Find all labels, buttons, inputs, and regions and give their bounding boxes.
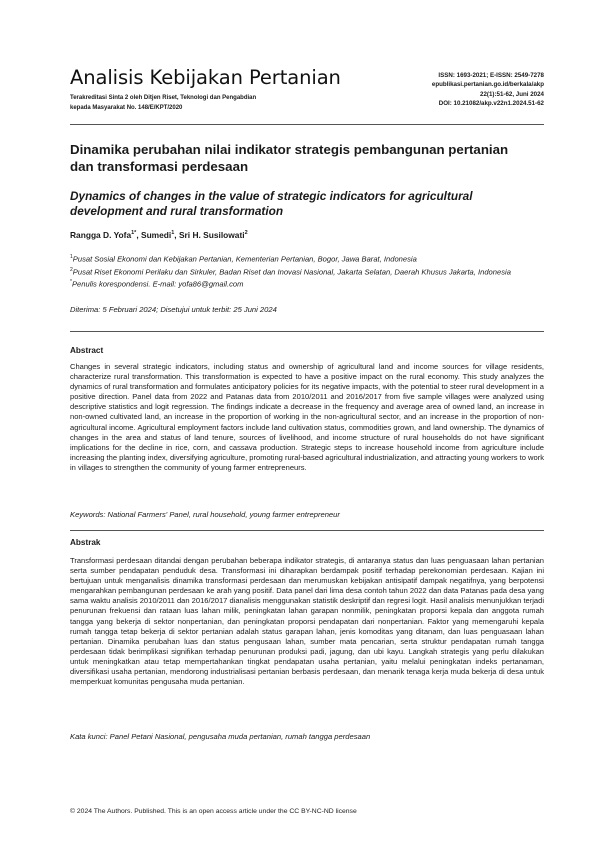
abstract-divider-mid [70,530,544,531]
issn: ISSN: 1693-2021; E-ISSN: 2549-7278 [438,72,544,79]
affiliation-item: $^2$Pusat Riset Ekonomi Perilaku dan Sirkuler, Badan Riset dan Inovasi Nasional, Jakarta Selatan, Daerah Khusus Jakarta, Indonesia [70,266,511,277]
accreditation-note [70,94,330,113]
abstract-id-heading: Abstrak [70,538,101,547]
article-title-en: Dynamics of changes in the value of strategic indicators for agricultural development and rural transformation [70,189,473,218]
author-sup: 1* [131,230,137,237]
abstract-en-heading: Abstract [70,346,104,355]
doi[interactable]: DOI: 10.21082/akp.v22n1.2024.51-62 [438,99,544,107]
keywords-id: Kata kunci: Panel Petani Nasional, pengusaha muda pertanian, rumah tangga perdesaan [70,732,371,741]
license-footer: © 2024 The Authors. Published. This is an open access article under the CC BY-NC-ND license [70,808,357,815]
abstract-id-body: Transformasi perdesaan ditandai dengan perubahan beberapa indikator strategis, di antaranya status dan luas penguasaan lahan pertanian serta sumber pendapatan penduduk desa. Transformasi ini diharapkan berdampak positif terhadap perekonomian perdesaan. Kajian ini bertujuan untuk menganalisis dinamika transformasi perdesaan dan merumuskan kebijakan antisipatif dampak negatifnya, yang berpotensi mengarahkan pembangunan perdesaan ke arah yang positif. Data panel dari lima desa contoh tahun 2022 dan data Patanas pada desa yang sama waktu analisis 2010/2011 dan 2016/2017 dianalisis menggunakan statistik deskriptif dan regresi logit. Hasil analisis menunjukkan terjadi penurunan frekuensi dan rataan luas lahan milik, peningkatan lahan garapan nonmilik, peningkatan proporsi kepala dan anggota rumah tangga yang bekerja di sektor nonpertanian, dan peningkatan proporsi pendapatan dari nonpertanian. Faktor yang memengaruhi kepala rumah tangga tetap bekerja di sektor pertanian adalah status garapan lahan, jenis komoditas yang ditanam, dan luas penguasaan lahan pertanian. Dinamika perubahan luas dan status pengusaan lahan, sumber mata pencarian, serta struktur pendapatan rumah tangga perdesaan tidak berimplikasi signifikan terhadap penurunan produksi padi, jagung, dan ubi kayu. Langkah strategis yang perlu dilakukan untuk meningkatkan atau tetap mempertahankan tingkat pendapatan usaha pertanian, yaitu melalui peningkatan indeks pertanaman, diversifikasi usaha pertanian, mendorong industrialisasi pertanian berbasis perdesaan, dan menarik tenaga kerja muda bekerja di desa untuk memperkuat komunitas pengusaha muda pertanian. [70,556,544,687]
journal-url[interactable]: epublikasi.pertanian.go.id/berkala/akp [431,81,544,89]
abstract-divider-top [70,331,544,332]
author-list: Rangga D. Yofa$^{1*}$, Sumedi$^1$, Sri H. Susilowati$^2$ [70,230,248,240]
affiliation-item: $^1$Pusat Sosial Ekonomi dan Kebijakan Pertanian, Kementerian Pertanian, Bogor, Jawa Barat, Indonesia [70,254,417,264]
article-title-id: Dinamika perubahan nilai indikator strategis pembangunan pertanian dan transformasi perdesaan [70,142,509,174]
author-name: Rangga D. Yofa [70,230,132,240]
accreditation-line: kepada Masyarakat No. 148/E/KPT/2020 [70,104,183,111]
header-divider [70,124,544,125]
keywords-en: Keywords: National Farmers' Panel, rural household, young farmer entrepreneur [70,510,340,519]
author-name: Sumedi [140,230,172,240]
corresponding-author: *Penulis korespondensi. E-mail: yofa86@gmail.com [70,279,244,289]
article-dates: Diterima: 5 Februari 2024; Disetujui untuk terbit: 25 Juni 2024 [70,305,277,314]
journal-header [70,66,544,114]
journal-title: Analisis Kebijakan Pertanian [70,66,341,89]
abstract-en-body: Changes in several strategic indicators, including status and ownership of agricultural land and income sources for village residents, characterize rural transformation. This transformation is expected to have a positive impact on the rural economy. This study analyzes the dynamics of rural transformation and formulates anticipatory policies for its negative impacts, with the potential to steer rural development in a positive direction. Panel data from 2022 and Patanas data from 2010/2011 and 2016/2017 from five sample villages were analyzed using descriptive statistics and logit regression. The findings indicate a decrease in the frequency and average area of owned land, an increase in non-owned cultivated land, an increase in the proportion of working in the non-agricultural sector, and an increase in the proportion of non-agricultural income. Agricultural employment factors include land cultivation status, commodities grown, and land ownership. The dynamics of changes in the area and status of land tenure, sources of livelihood, and income structure of rural households do not have significant implications for the decline in rice, corn, and cassava production. Strategic steps to increase household income from agriculture include increasing the planting index, diversifying agriculture, promoting rural-based agricultural industrialization, and attracting young workers to work in villages to strengthen the community of young farmer entrepreneurs. [70,362,544,472]
author-name: Sri H. Susilowati [178,230,245,240]
accreditation-line: Terakreditasi Sinta 2 oleh Ditjen Riset, Teknologi dan Pengabdian [70,95,257,101]
affiliations [70,252,540,290]
author-sup: 1 [171,230,175,237]
journal-meta [432,71,544,108]
volume-info: 22(1):51-62, Juni 2024 [480,90,544,98]
author-sup: 2 [244,230,248,237]
